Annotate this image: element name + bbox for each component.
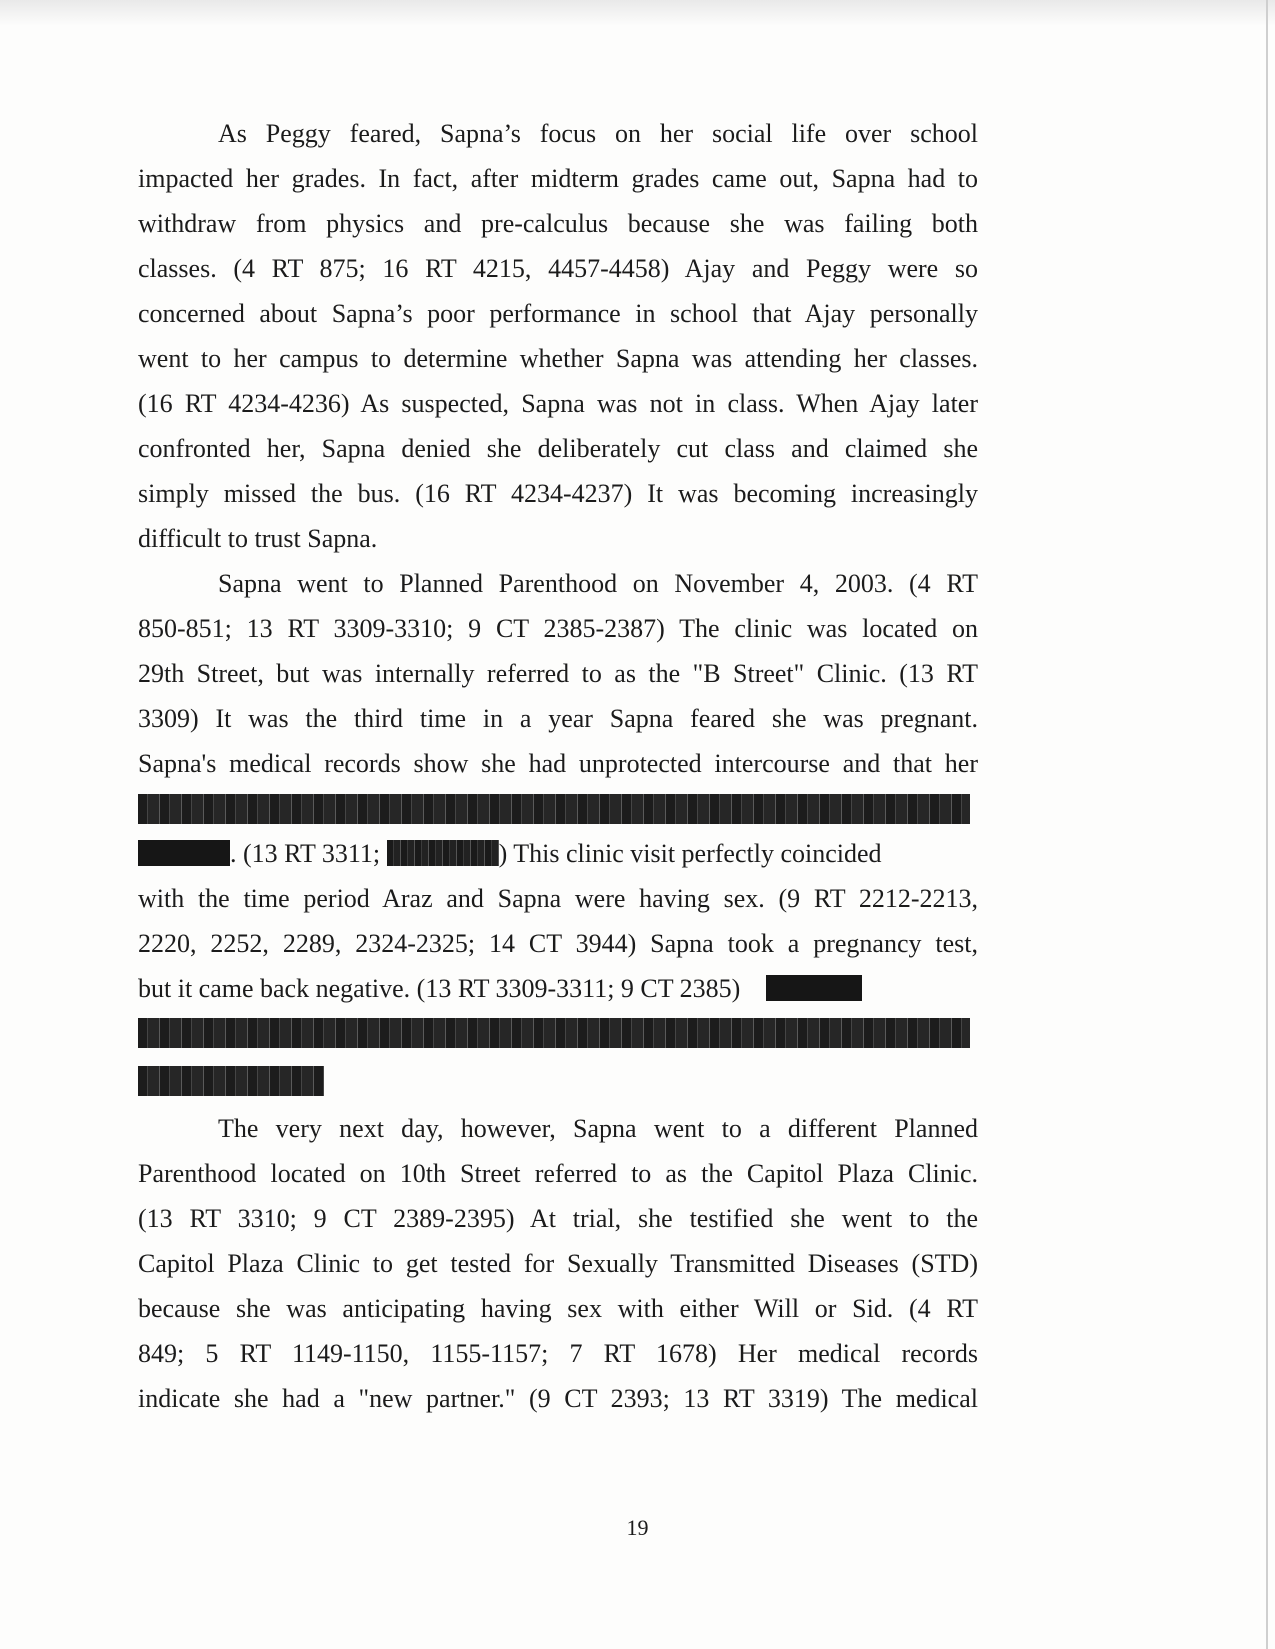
paragraph-2-line-7 — [138, 837, 978, 871]
paragraph-2-line-5: Sapna's medical records show she had unprotected intercourse and that her — [138, 749, 978, 778]
paragraph-1-line-5: concerned about Sapna’s poor performance in school that Ajay personally — [138, 299, 978, 328]
citation-text: but it came back negative. (13 RT 3309-3311; 9 CT 2385) — [138, 974, 741, 1003]
paragraph-3-line-1: The very next day, however, Sapna went to a different Planned — [218, 1114, 978, 1143]
paragraph-3-line-5: because she was anticipating having sex with either Will or Sid. (4 RT — [138, 1294, 978, 1323]
paragraph-2-line-1: Sapna went to Planned Parenthood on November 4, 2003. (4 RT — [218, 569, 978, 598]
redaction-bar — [138, 1018, 970, 1048]
paragraph-1-line-1: As Peggy feared, Sapna’s focus on her social life over school — [218, 119, 978, 148]
paragraph-2-line-4: 3309) It was the third time in a year Sapna feared she was pregnant. — [138, 704, 978, 733]
paragraph-1-line-2: impacted her grades. In fact, after midterm grades came out, Sapna had to — [138, 164, 978, 193]
redaction-bar — [138, 794, 970, 824]
paragraph-1-line-10: difficult to trust Sapna. — [138, 524, 378, 553]
paragraph-1-line-6: went to her campus to determine whether Sapna was attending her classes. — [138, 344, 978, 373]
paragraph-1-line-8: confronted her, Sapna denied she deliberately cut class and claimed she — [138, 434, 978, 463]
redaction-bar — [138, 1066, 324, 1096]
redaction-block — [766, 975, 862, 1001]
scan-shadow — [0, 0, 1275, 26]
paragraph-2-line-2: 850-851; 13 RT 3309-3310; 9 CT 2385-2387) The clinic was located on — [138, 614, 978, 643]
redaction-block — [387, 840, 499, 866]
paragraph-3-line-7: indicate she had a "new partner." (9 CT 2393; 13 RT 3319) The medical — [138, 1384, 978, 1413]
redaction-block — [138, 840, 230, 866]
paragraph-3-line-4: Capitol Plaza Clinic to get tested for Sexually Transmitted Diseases (STD) — [138, 1249, 978, 1278]
paragraph-3-line-2: Parenthood located on 10th Street referred to as the Capitol Plaza Clinic. — [138, 1159, 978, 1188]
scan-edge — [1266, 0, 1268, 1649]
paragraph-2-line-10 — [138, 972, 978, 1006]
paragraph-2-line-8: with the time period Araz and Sapna were having sex. (9 RT 2212-2213, — [138, 884, 978, 913]
paragraph-1-line-7: (16 RT 4234-4236) As suspected, Sapna was not in class. When Ajay later — [138, 389, 978, 418]
paragraph-1-line-9: simply missed the bus. (16 RT 4234-4237) It was becoming increasingly — [138, 479, 978, 508]
paragraph-3-line-6: 849; 5 RT 1149-1150, 1155-1157; 7 RT 1678) Her medical records — [138, 1339, 978, 1368]
paragraph-2-line-3: 29th Street, but was internally referred to as the "B Street" Clinic. (13 RT — [138, 659, 978, 688]
citation-text: . (13 RT 3311; — [230, 839, 387, 868]
paragraph-3-line-3: (13 RT 3310; 9 CT 2389-2395) At trial, she testified she went to the — [138, 1204, 978, 1233]
page-number: 19 — [626, 1515, 649, 1540]
paragraph-1-line-4: classes. (4 RT 875; 16 RT 4215, 4457-4458) Ajay and Peggy were so — [138, 254, 978, 283]
paragraph-2-line-9: 2220, 2252, 2289, 2324-2325; 14 CT 3944) Sapna took a pregnancy test, — [138, 929, 978, 958]
paragraph-1-line-3: withdraw from physics and pre-calculus because she was failing both — [138, 209, 978, 238]
citation-text: ) This clinic visit perfectly coincided — [498, 839, 882, 868]
